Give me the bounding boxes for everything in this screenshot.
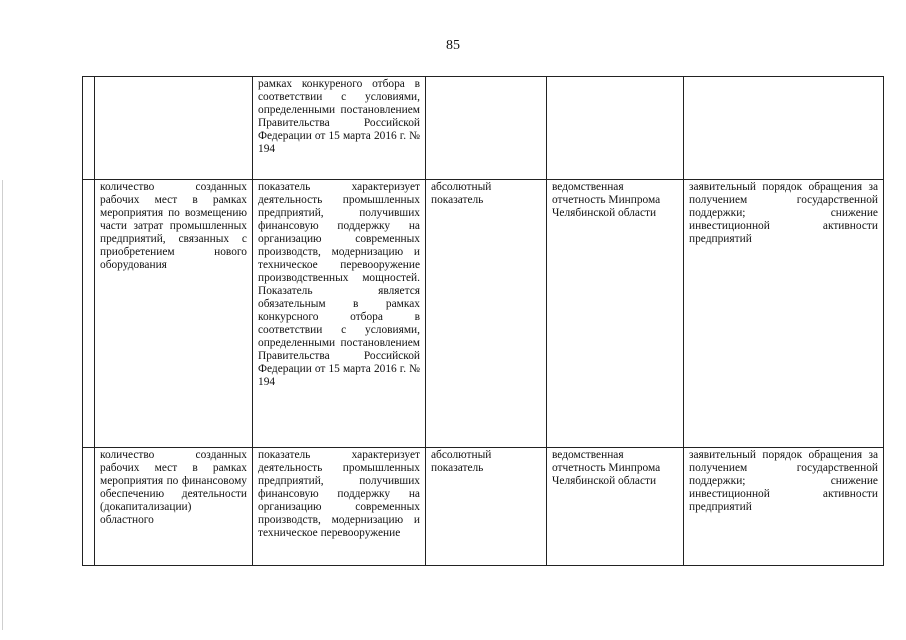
- indicator-cell: количество созданных рабочих мест в рамках мероприятия по финансовому обеспечению деятельности (докапитализации) областного: [95, 448, 253, 566]
- description-cell: рамках конкуреного отбора в соответствии с условиями, определенными постановлением Правительства Российской Федерации от 15 марта 2016 г. № 194: [253, 77, 426, 180]
- description-cell: показатель характеризует деятельность промышленных предприятий, получивших финансовую поддержку на организацию современных производств, модернизацию и техническое перевооружение производственных мощностей. Показатель является обязательным в рамках конкурсного отбора в соответствии с условиями, определенными постановлением Правительства Российской Федерации от 15 марта 2016 г. № 194: [253, 180, 426, 448]
- number-cell: [83, 180, 95, 448]
- source-cell: ведомственная отчетность Минпрома Челябинской области: [547, 180, 684, 448]
- table-row: [83, 180, 884, 448]
- unit-cell: абсолютный показатель: [426, 180, 547, 448]
- unit-cell: [426, 77, 547, 180]
- source-cell: ведомственная отчетность Минпрома Челябинской области: [547, 448, 684, 566]
- indicator-cell: количество созданных рабочих мест в рамках мероприятия по возмещению части затрат промышленных предприятий, связанных с приобретением нового оборудования: [95, 180, 253, 448]
- factors-cell: заявительный порядок обращения за получением государственной поддержки; снижение инвестиционной активности предприятий: [684, 180, 884, 448]
- source-cell: [547, 77, 684, 180]
- indicator-cell: [95, 77, 253, 180]
- factors-cell: [684, 77, 884, 180]
- unit-cell: абсолютный показатель: [426, 448, 547, 566]
- factors-cell: заявительный порядок обращения за получением государственной поддержки; снижение инвестиционной активности предприятий: [684, 448, 884, 566]
- description-cell: показатель характеризует деятельность промышленных предприятий, получивших финансовую поддержку на организацию современных производств, модернизацию и техническое перевооружение: [253, 448, 426, 566]
- scan-edge-line: [2, 180, 3, 630]
- number-cell: [83, 448, 95, 566]
- indicators-table: [82, 76, 884, 566]
- page-number: 85: [446, 38, 460, 53]
- number-cell: [83, 77, 95, 180]
- table-row: [83, 448, 884, 566]
- table-row: [83, 77, 884, 180]
